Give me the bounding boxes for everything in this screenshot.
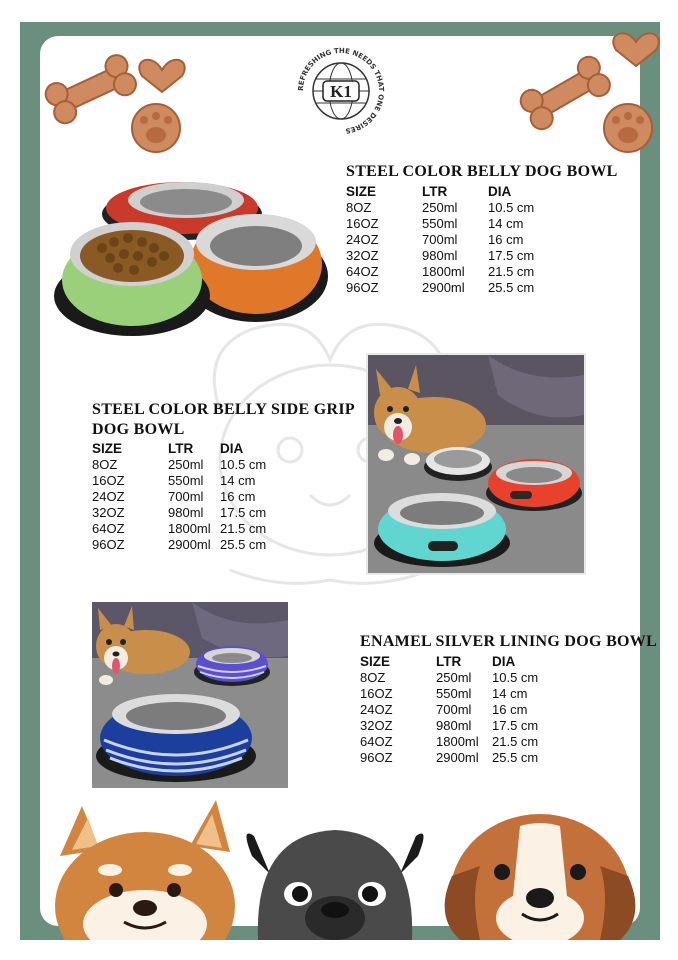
paw-cookie-icon <box>132 104 180 152</box>
bone-cookie-icon <box>44 52 140 127</box>
cookies-top-left <box>44 40 194 155</box>
beagle-dog-icon <box>445 814 636 940</box>
spec-row: 96OZ 2900ml 25.5 cm <box>92 537 267 552</box>
spec-row: 96OZ 2900ml 25.5 cm <box>360 750 539 765</box>
spec-row: 64OZ 1800ml 21.5 cm <box>92 521 267 536</box>
spec-row: 64OZ 1800ml 21.5 cm <box>346 264 535 279</box>
spec-row: 8OZ 250ml 10.5 cm <box>346 200 535 215</box>
pug-dog-icon <box>246 830 423 940</box>
spec-row: 32OZ 980ml 17.5 cm <box>92 505 267 520</box>
paw-cookie-icon <box>604 104 652 152</box>
shiba-dog-icon <box>55 800 235 940</box>
heart-cookie-icon <box>139 60 184 92</box>
spec-row: 16OZ 550ml 14 cm <box>360 686 528 701</box>
spec-row: 8OZ 250ml 10.5 cm <box>92 457 267 472</box>
cartoon-dogs-footer <box>40 786 640 940</box>
product-photo-side-grip-bowls <box>368 355 584 573</box>
spec-header: SIZE LTR DIA <box>346 184 512 199</box>
spec-row: 16OZ 550ml 14 cm <box>346 216 524 231</box>
spec-row: 64OZ 1800ml 21.5 cm <box>360 734 539 749</box>
section-title-enamel-bowl: ENAMEL SILVER LINING DOG BOWL <box>360 633 658 650</box>
spec-row: 32OZ 980ml 17.5 cm <box>360 718 539 733</box>
spec-row: 96OZ 2900ml 25.5 cm <box>346 280 535 295</box>
spec-row: 24OZ 700ml 16 cm <box>360 702 528 717</box>
cookies-top-right <box>512 22 662 157</box>
brand-logo <box>296 46 386 136</box>
product-photo-enamel-bowls <box>92 602 288 788</box>
heart-cookie-icon <box>613 33 658 66</box>
spec-header: SIZE LTR DIA <box>360 654 516 669</box>
logo-mark: K1 <box>330 82 352 101</box>
bone-cookie-icon <box>517 53 614 133</box>
spec-header: SIZE LTR DIA <box>92 441 244 456</box>
spec-row: 8OZ 250ml 10.5 cm <box>360 670 539 685</box>
spec-table-enamel-bowl <box>360 654 572 766</box>
product-photo-belly-bowls <box>54 168 330 340</box>
section-title-side-grip-bowl: STEEL COLOR BELLY SIDE GRIP DOG BOWL <box>92 401 356 438</box>
spec-table-belly-bowl <box>346 184 568 296</box>
section-title-belly-bowl: STEEL COLOR BELLY DOG BOWL <box>346 163 618 180</box>
spec-row: 16OZ 550ml 14 cm <box>92 473 256 488</box>
spec-row: 32OZ 980ml 17.5 cm <box>346 248 535 263</box>
spec-row: 24OZ 700ml 16 cm <box>346 232 524 247</box>
spec-row: 24OZ 700ml 16 cm <box>92 489 256 504</box>
spec-table-side-grip-bowl <box>92 441 300 553</box>
logo-tagline: REFRESHING THE NEEDS THAT ONE DESIRES <box>296 46 386 135</box>
